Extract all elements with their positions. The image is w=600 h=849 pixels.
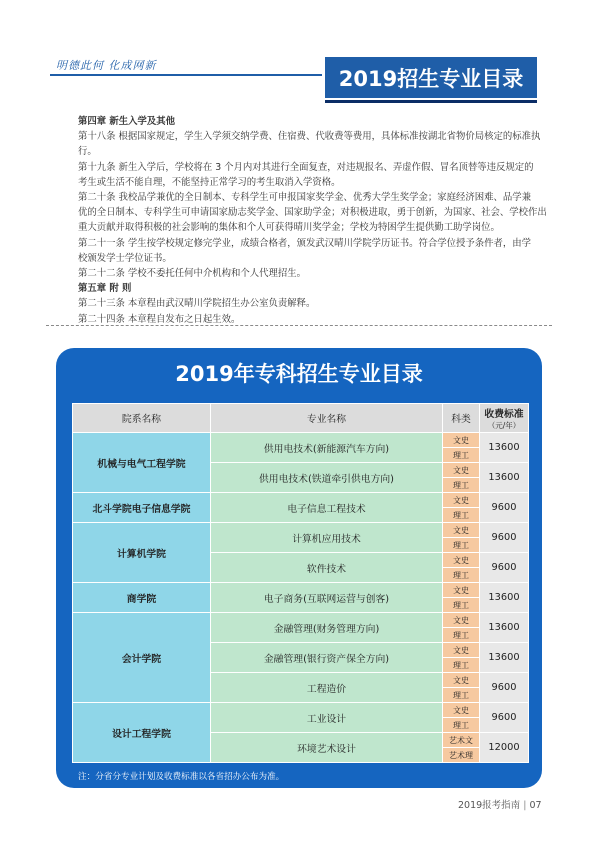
fee-cell: 9600	[480, 493, 529, 523]
category-cell: 文史	[443, 673, 480, 688]
category-cell: 理工	[443, 628, 480, 643]
major-cell: 电子商务(互联网运营与创客)	[211, 583, 443, 613]
category-cell: 理工	[443, 448, 480, 463]
text-line: 第二十三条 本章程由武汉晴川学院招生办公室负责解释。	[78, 298, 316, 310]
dept-cell: 机械与电气工程学院	[73, 433, 211, 493]
text-line: 校颁发学士学位证书。	[78, 252, 172, 264]
category-cell: 理工	[443, 478, 480, 493]
category-cell: 文史	[443, 463, 480, 478]
category-cell: 理工	[443, 508, 480, 523]
major-cell: 金融管理(财务管理方向)	[211, 613, 443, 643]
catalog-card	[56, 348, 542, 788]
header-motto: 明德此何 化成网新	[56, 59, 157, 72]
table-row	[73, 583, 529, 598]
table-row	[73, 433, 529, 448]
fee-cell: 9600	[480, 703, 529, 733]
category-cell: 理工	[443, 538, 480, 553]
header-fee-label: 收费标准	[484, 408, 524, 420]
header-fee	[480, 404, 529, 433]
category-cell: 文史	[443, 613, 480, 628]
admission-rules-text	[78, 114, 548, 327]
category-cell: 理工	[443, 688, 480, 703]
category-cell: 文史	[443, 643, 480, 658]
dept-cell: 北斗学院电子信息学院	[73, 493, 211, 523]
text-line: 第二十四条 本章程自发布之日起生效。	[78, 313, 241, 325]
major-cell: 供用电技术(新能源汽车方向)	[211, 433, 443, 463]
text-line: 重大贡献并取得积极的社会影响的集体和个人可获得晴川奖学金；学校为特困学生提供勤工助学岗位。	[78, 222, 500, 234]
chapter-heading: 第五章 附 则	[78, 283, 132, 295]
page-number: 07	[529, 800, 542, 811]
table-row	[73, 493, 529, 508]
fee-cell: 13600	[480, 583, 529, 613]
text-line: 第二十条 我校品学兼优的全日制本、专科学生可申报国家奖学金、优秀大学生奖学金；家庭经济困难、品学兼	[78, 192, 531, 204]
footer-label: 2019报考指南	[458, 800, 521, 811]
major-cell: 金融管理(银行资产保全方向)	[211, 643, 443, 673]
dept-cell: 计算机学院	[73, 523, 211, 583]
section-divider	[46, 325, 552, 326]
major-cell: 供用电技术(铁道牵引供电方向)	[211, 463, 443, 493]
header-dept: 院系名称	[73, 404, 211, 433]
fee-cell: 9600	[480, 673, 529, 703]
category-cell: 文史	[443, 703, 480, 718]
fee-cell: 9600	[480, 553, 529, 583]
fee-cell: 13600	[480, 463, 529, 493]
table-row	[73, 703, 529, 718]
fee-cell: 13600	[480, 643, 529, 673]
text-line: 第十八条 根据国家规定，学生入学须交纳学费、住宿费、代收费等费用，具体标准按湖北省物价局核定的标准执行。	[78, 131, 541, 158]
category-cell: 文史	[443, 583, 480, 598]
fee-cell: 13600	[480, 613, 529, 643]
fee-cell: 13600	[480, 433, 529, 463]
page-title: 2019招生专业目录	[325, 57, 537, 98]
dept-cell: 会计学院	[73, 613, 211, 703]
text-line: 第二十二条 学校不委托任何中介机构和个人代理招生。	[78, 268, 306, 280]
major-cell: 工业设计	[211, 703, 443, 733]
text-line: 优的全日制本、专科学生可申请国家励志奖学金、国家助学金；对积极进取，勇于创新，为国家、社会、学校作出	[78, 207, 547, 219]
major-cell: 计算机应用技术	[211, 523, 443, 553]
category-cell: 艺术理	[443, 748, 480, 763]
header-major: 专业名称	[211, 404, 443, 433]
header-rule	[50, 74, 322, 76]
header-category: 科类	[443, 404, 480, 433]
header-fee-unit: （元/年）	[487, 420, 521, 430]
major-cell: 软件技术	[211, 553, 443, 583]
major-cell: 环境艺术设计	[211, 733, 443, 763]
fee-cell: 12000	[480, 733, 529, 763]
category-cell: 文史	[443, 523, 480, 538]
category-cell: 理工	[443, 568, 480, 583]
text-line: 第二十一条 学生按学校规定修完学业，成绩合格者，颁发武汉晴川学院学历证书。符合学位授予条件者，由学	[78, 237, 531, 249]
major-cell: 电子信息工程技术	[211, 493, 443, 523]
text-line: 第十九条 新生入学后，学校将在 3 个月内对其进行全面复查，对违规报名、弄虚作假、冒名顶替等违反规定的	[78, 161, 534, 173]
table-row	[73, 613, 529, 628]
dept-cell: 商学院	[73, 583, 211, 613]
text-line: 考生或生活不能自理，不能坚持正常学习的考生取消入学资格。	[78, 176, 341, 188]
chapter-heading: 第四章 新生入学及其他	[78, 116, 176, 127]
category-cell: 理工	[443, 718, 480, 733]
dept-cell: 设计工程学院	[73, 703, 211, 763]
category-cell: 文史	[443, 553, 480, 568]
category-cell: 理工	[443, 598, 480, 613]
footer-separator: |	[523, 800, 527, 811]
catalog-title: 2019年专科招生专业目录	[175, 362, 423, 386]
fee-cell: 9600	[480, 523, 529, 553]
major-cell: 工程造价	[211, 673, 443, 703]
category-cell: 文史	[443, 433, 480, 448]
catalog-note: 注：分省分专业计划及收费标准以各省招办公布为准。	[78, 772, 285, 782]
category-cell: 艺术文	[443, 733, 480, 748]
page-footer	[458, 797, 542, 811]
table-row	[73, 523, 529, 538]
category-cell: 文史	[443, 493, 480, 508]
catalog-table	[72, 403, 529, 763]
category-cell: 理工	[443, 658, 480, 673]
table-header-row	[73, 404, 529, 433]
